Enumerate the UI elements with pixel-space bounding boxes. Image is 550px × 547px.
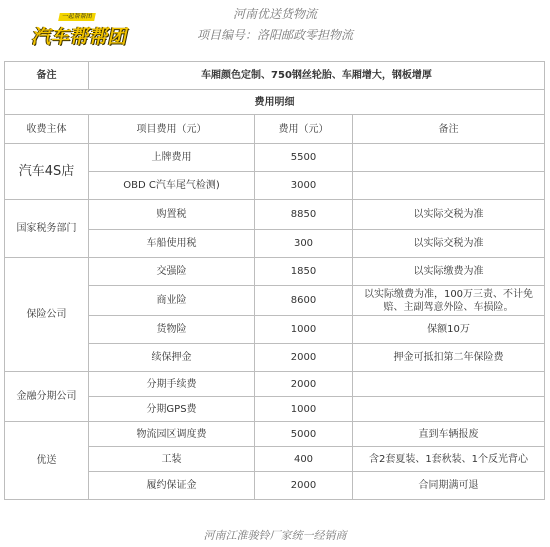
amount-cell: 2000 (255, 472, 353, 500)
fee-table (4, 61, 545, 500)
page-header (0, 0, 550, 56)
company-name: 河南优送货物流 (232, 7, 317, 21)
payee-cell: 国家税务部门 (5, 200, 89, 258)
amount-cell: 2000 (255, 344, 353, 372)
project-number: 项目编号：洛阳邮政零担物流 (196, 28, 353, 42)
payee-cell: 汽车4S店 (5, 144, 89, 200)
item-cell: 上牌费用 (89, 144, 255, 172)
amount-cell: 5000 (255, 422, 353, 447)
remark-cell: 以实际交税为准 (353, 200, 545, 230)
remark-cell: 保额10万 (353, 316, 545, 344)
page-footer: 河南江淮骏铃厂家统一经销商 (203, 529, 347, 542)
remark-cell: 以实际缴费为准 (353, 258, 545, 286)
section-title-row (5, 90, 545, 115)
item-cell: 车船使用税 (89, 230, 255, 258)
amount-cell: 8600 (255, 286, 353, 316)
fee-row (5, 258, 545, 286)
amount-cell: 8850 (255, 200, 353, 230)
item-cell: 分期GPS费 (89, 397, 255, 422)
amount-cell: 5500 (255, 144, 353, 172)
logo-tagline: 一起帮帮团 (58, 13, 96, 21)
amount-cell: 400 (255, 447, 353, 472)
amount-cell: 1000 (255, 316, 353, 344)
remark-cell: 含2套夏装、1套秋装、1个反光背心 (353, 447, 545, 472)
column-header-item: 项目费用（元） (89, 115, 255, 144)
remark-cell: 以实际缴费为准，100万三责、不计免赔、主副驾意外险、车损险。 (353, 286, 545, 316)
notes-row (5, 62, 545, 90)
amount-cell: 1850 (255, 258, 353, 286)
column-header-row (5, 115, 545, 144)
item-cell: 货物险 (89, 316, 255, 344)
remark-cell (353, 172, 545, 200)
item-cell: 续保押金 (89, 344, 255, 372)
notes-content: 车厢颜色定制、750钢丝轮胎、车厢增大，钢板增厚 (89, 62, 545, 90)
remark-cell: 直到车辆报废 (353, 422, 545, 447)
amount-cell: 1000 (255, 397, 353, 422)
amount-cell: 300 (255, 230, 353, 258)
item-cell: 物流园区调度费 (89, 422, 255, 447)
remark-cell (353, 372, 545, 397)
remark-cell: 押金可抵扣第二年保险费 (353, 344, 545, 372)
item-cell: 商业险 (89, 286, 255, 316)
amount-cell: 2000 (255, 372, 353, 397)
remark-cell (353, 397, 545, 422)
payee-cell: 保险公司 (5, 258, 89, 372)
fee-row (5, 200, 545, 230)
section-title: 费用明细 (5, 90, 545, 115)
remark-cell: 以实际交税为准 (353, 230, 545, 258)
fee-row (5, 422, 545, 447)
column-header-remark: 备注 (353, 115, 545, 144)
item-cell: 分期手续费 (89, 372, 255, 397)
fee-row (5, 144, 545, 172)
remark-cell: 合同期满可退 (353, 472, 545, 500)
notes-label: 备注 (5, 62, 89, 90)
item-cell: OBD C汽车尾气检测) (89, 172, 255, 200)
remark-cell (353, 144, 545, 172)
column-header-amount: 费用（元） (255, 115, 353, 144)
logo-text: 汽车帮帮团 (30, 26, 131, 48)
item-cell: 履约保证金 (89, 472, 255, 500)
item-cell: 交强险 (89, 258, 255, 286)
payee-cell: 优送 (5, 422, 89, 500)
column-header-payee: 收费主体 (5, 115, 89, 144)
item-cell: 工装 (89, 447, 255, 472)
fee-row (5, 372, 545, 397)
payee-cell: 金融分期公司 (5, 372, 89, 422)
amount-cell: 3000 (255, 172, 353, 200)
item-cell: 购置税 (89, 200, 255, 230)
